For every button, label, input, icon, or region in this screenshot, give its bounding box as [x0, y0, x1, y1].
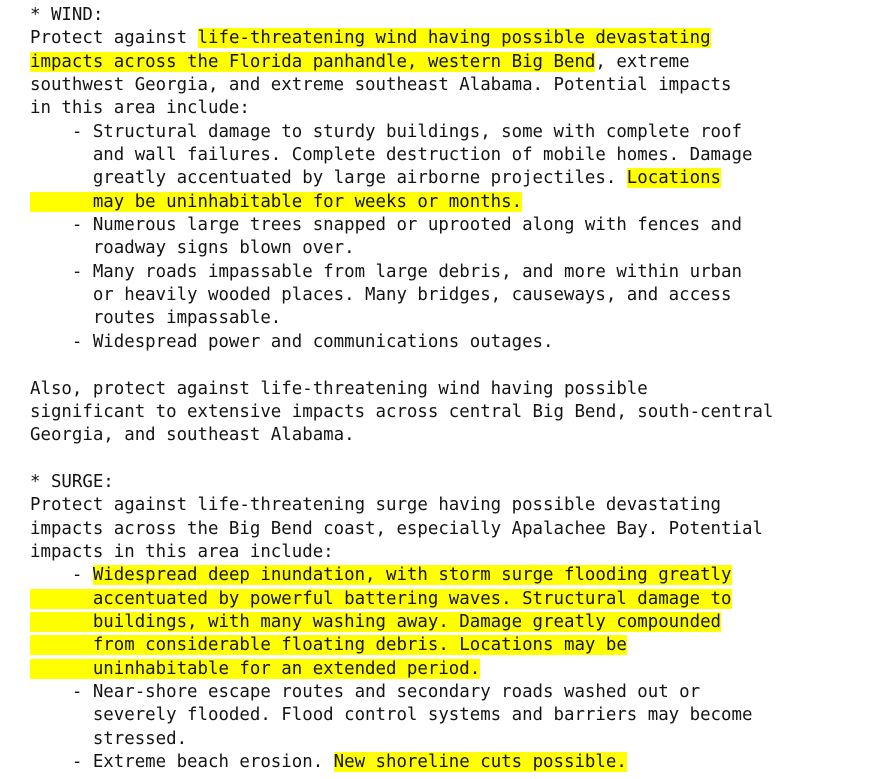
text-segment: routes impassable.	[30, 308, 282, 329]
text-line	[30, 284, 890, 307]
text-segment: significant to extensive impacts across central Big Bend, south-central	[30, 401, 774, 422]
text-segment: impacts across the Big Bend coast, especially Apalachee Bay. Potential	[30, 518, 763, 539]
text-segment: in this area include:	[30, 98, 250, 119]
text-segment: , extreme	[595, 51, 690, 72]
text-line	[30, 634, 890, 657]
text-segment: * WIND:	[30, 5, 104, 25]
text-segment: - Near-shore escape routes and secondary roads washed out or	[30, 681, 701, 702]
text-segment: Georgia, and southeast Alabama.	[30, 425, 355, 446]
text-line	[30, 144, 890, 167]
text-segment: - Many roads impassable from large debris, and more within urban	[30, 261, 742, 282]
text-segment: or heavily wooded places. Many bridges, causeways, and access	[30, 285, 732, 306]
text-segment: and wall failures. Complete destruction of mobile homes. Damage	[30, 145, 753, 166]
text-line	[30, 681, 890, 704]
text-line	[30, 354, 890, 377]
text-segment: - Widespread power and communications outages.	[30, 331, 554, 352]
text-segment: greatly accentuated by large airborne projectiles.	[30, 168, 627, 189]
text-line	[30, 564, 890, 587]
text-segment: impacts in this area include:	[30, 541, 334, 562]
text-line	[30, 518, 890, 541]
text-segment: Also, protect against life-threatening wind having possible	[30, 378, 648, 399]
text-line	[30, 658, 890, 681]
highlighted-text: from considerable floating debris. Locations may be	[30, 635, 627, 656]
text-line	[30, 378, 890, 401]
text-line	[30, 51, 890, 74]
highlighted-text: may be uninhabitable for weeks or months.	[30, 191, 523, 212]
text-line	[30, 471, 890, 494]
text-line	[30, 448, 890, 471]
text-segment: roadway signs blown over.	[30, 238, 355, 259]
text-segment: Protect against	[30, 28, 198, 49]
text-line	[30, 261, 890, 284]
text-segment: southwest Georgia, and extreme southeast Alabama. Potential impacts	[30, 75, 732, 96]
text-line	[30, 331, 890, 354]
text-line	[30, 97, 890, 120]
text-line	[30, 728, 890, 751]
text-segment: - Numerous large trees snapped or uprooted along with fences and	[30, 215, 742, 236]
text-line	[30, 27, 890, 50]
text-line	[30, 4, 890, 27]
text-line	[30, 588, 890, 611]
text-segment: stressed.	[30, 728, 188, 749]
text-line	[30, 191, 890, 214]
highlighted-text: buildings, with many washing away. Damage greatly compounded	[30, 611, 722, 632]
highlighted-text: impacts across the Florida panhandle, western Big Bend	[30, 51, 596, 72]
highlighted-text: Locations	[626, 168, 722, 189]
text-segment: * SURGE:	[30, 471, 114, 492]
text-line	[30, 541, 890, 564]
text-segment: - Structural damage to sturdy buildings, some with complete roof	[30, 121, 742, 142]
text-line	[30, 401, 890, 424]
highlighted-text: accentuated by powerful battering waves. Structural damage to	[30, 588, 732, 609]
highlighted-text: New shoreline cuts possible.	[333, 752, 627, 772]
text-line	[30, 751, 890, 774]
text-line	[30, 494, 890, 517]
text-line	[30, 214, 890, 237]
highlighted-text: uninhabitable for an extended period.	[30, 658, 481, 679]
text-segment: -	[30, 565, 93, 586]
text-line	[30, 237, 890, 260]
text-line	[30, 74, 890, 97]
text-line	[30, 121, 890, 144]
text-line	[30, 167, 890, 190]
highlighted-text: Widespread deep inundation, with storm surge flooding greatly	[92, 565, 732, 586]
text-line	[30, 424, 890, 447]
text-segment: Protect against life-threatening surge having possible devastating	[30, 495, 722, 516]
text-line	[30, 611, 890, 634]
highlighted-text: life-threatening wind having possible devastating	[197, 28, 711, 49]
text-line	[30, 307, 890, 330]
text-line	[30, 704, 890, 727]
text-segment: - Extreme beach erosion.	[30, 752, 334, 772]
text-segment: severely flooded. Flood control systems and barriers may become	[30, 705, 753, 726]
